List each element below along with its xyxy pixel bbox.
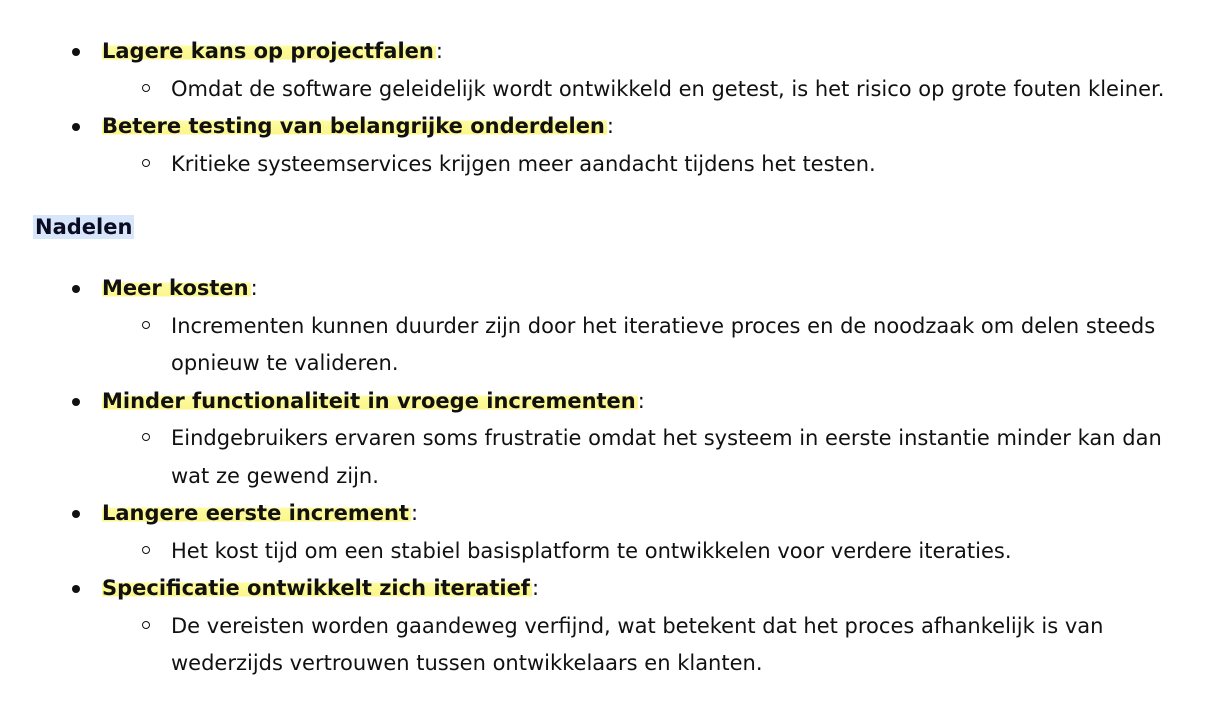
bullet-circle xyxy=(142,621,150,629)
list-item xyxy=(0,33,1222,71)
bullet-circle xyxy=(142,321,150,329)
list-item-term: Betere testing van belangrijke onderdelen xyxy=(102,114,605,138)
list-subitem-text: Het kost tijd om een stabiel basisplatform te ontwikkelen voor verdere iteraties. xyxy=(171,538,1012,563)
bullet-dot xyxy=(72,123,80,131)
list-item-colon: : xyxy=(250,276,258,300)
list-subitem xyxy=(0,420,1222,495)
list-item-colon: : xyxy=(435,39,443,63)
disadvantages-list xyxy=(0,270,1222,683)
list-subitem-text: Omdat de software geleidelijk wordt ontwikkeld en getest, is het risico op grote fouten kleiner. xyxy=(171,76,1165,101)
list-item-term: Meer kosten xyxy=(102,276,249,300)
list-subitem-text: Incrementen kunnen duurder zijn door het iteratieve proces en de noodzaak om delen steeds opnieuw te valideren. xyxy=(171,313,1156,375)
list-subitem-text: De vereisten worden gaandeweg verfijnd, wat betekent dat het proces afhankelijk is van wederzijds vertrouwen tussen ontwikkelaars en klanten. xyxy=(171,613,1104,675)
bullet-circle xyxy=(142,433,150,441)
list-item xyxy=(0,383,1222,421)
list-subitem-text: Kritieke systeemservices krijgen meer aandacht tijdens het testen. xyxy=(171,151,876,176)
section-heading-text: Nadelen xyxy=(35,215,133,239)
list-item xyxy=(0,570,1222,608)
list-item-term: Lagere kans op projectfalen xyxy=(102,39,434,63)
list-item-term: Specificatie ontwikkelt zich iteratief xyxy=(102,576,530,600)
list-item-term: Minder functionaliteit in vroege incrementen xyxy=(102,388,636,413)
bullet-circle xyxy=(142,546,150,554)
list-subitem xyxy=(0,308,1222,383)
bullet-circle xyxy=(142,84,150,92)
list-item xyxy=(0,108,1222,146)
bullet-dot xyxy=(72,48,80,56)
advantages-list-continued xyxy=(0,33,1222,183)
bullet-dot xyxy=(72,398,80,406)
list-item xyxy=(0,495,1222,533)
list-subitem xyxy=(0,146,1222,184)
bullet-dot xyxy=(72,585,80,593)
list-subitem xyxy=(0,71,1222,109)
list-item-colon: : xyxy=(531,576,540,600)
list-item-term: Langere eerste increment xyxy=(102,501,409,525)
list-subitem xyxy=(0,533,1222,571)
list-subitem-text: Eindgebruikers ervaren soms frustratie omdat het systeem in eerste instantie minder kan dan wat ze gewend zijn. xyxy=(171,426,1162,488)
bullet-dot xyxy=(72,285,80,293)
list-item-colon: : xyxy=(606,114,614,138)
bullet-circle xyxy=(142,159,150,167)
list-item-colon: : xyxy=(410,501,419,525)
bullet-dot xyxy=(72,510,80,518)
section-heading-nadelen xyxy=(33,212,134,242)
list-item-colon: : xyxy=(637,388,645,413)
list-item xyxy=(0,270,1222,308)
list-subitem xyxy=(0,608,1222,683)
